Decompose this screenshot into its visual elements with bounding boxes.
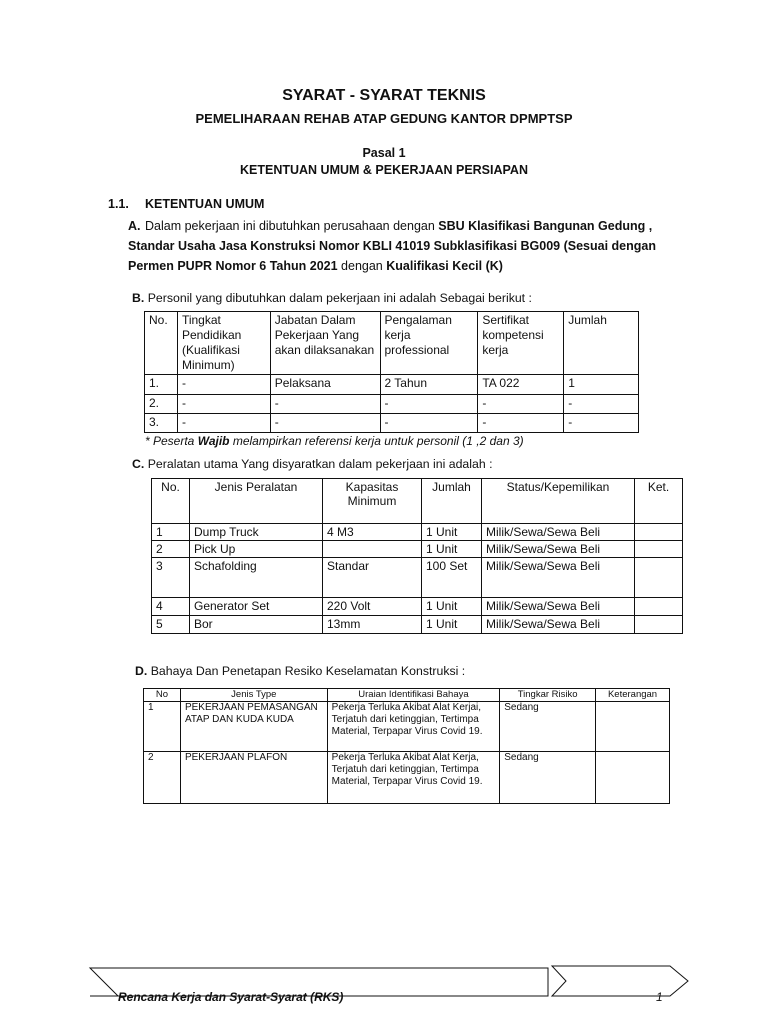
table-cell: Pekerja Terluka Akibat Alat Kerja, Terjatuh dari ketinggian, Tertimpa Material, Terpapar Virus Covid 19. bbox=[327, 752, 500, 804]
table-row bbox=[152, 524, 683, 541]
table-cell: Pick Up bbox=[190, 541, 323, 558]
table-cell: Dump Truck bbox=[190, 524, 323, 541]
table-cell: Milik/Sewa/Sewa Beli bbox=[482, 541, 635, 558]
item-c-label: C. bbox=[132, 457, 145, 471]
table-cell: 1 bbox=[152, 524, 190, 541]
table-cell: 1 bbox=[564, 375, 639, 395]
item-b-line bbox=[132, 291, 532, 305]
personnel-table bbox=[144, 311, 639, 433]
table-cell: Bor bbox=[190, 616, 323, 634]
table-cell: - bbox=[177, 395, 270, 414]
item-b-text: Personil yang dibutuhkan dalam pekerjaan ini adalah Sebagai berikut : bbox=[147, 291, 532, 305]
hazard-header: Uraian Identifikasi Bahaya bbox=[327, 689, 500, 702]
equipment-header: Ket. bbox=[635, 479, 683, 524]
table-cell: - bbox=[380, 395, 478, 414]
table-cell: 100 Set bbox=[422, 558, 482, 598]
table-cell: Sedang bbox=[500, 752, 596, 804]
pasal-number: Pasal 1 bbox=[362, 146, 406, 160]
personnel-header: No. bbox=[145, 312, 178, 375]
item-a-bold1: SBU Klasifikasi Bangunan Gedung , Standar Usaha Jasa Konstruksi Nomor KBLI 41019 Subklasifikasi BG009 (Sesuai dengan Permen PUPR Nomor 6 Tahun 2021 bbox=[128, 219, 656, 273]
document-subtitle: PEMELIHARAAN REHAB ATAP GEDUNG KANTOR DPMPTSP bbox=[195, 111, 573, 126]
table-cell: 1 Unit bbox=[422, 541, 482, 558]
pasal-title: KETENTUAN UMUM & PEKERJAAN PERSIAPAN bbox=[240, 163, 528, 177]
item-a-text2: dengan bbox=[337, 259, 387, 273]
table-cell bbox=[635, 598, 683, 616]
table-cell bbox=[323, 541, 422, 558]
table-cell: 1 Unit bbox=[422, 524, 482, 541]
table-cell: - bbox=[564, 414, 639, 433]
document-title: SYARAT - SYARAT TEKNIS bbox=[282, 87, 486, 104]
table-cell: 220 Volt bbox=[323, 598, 422, 616]
table-row bbox=[152, 598, 683, 616]
table-cell: - bbox=[270, 414, 380, 433]
table-cell: Schafolding bbox=[190, 558, 323, 598]
equipment-header-row bbox=[152, 479, 683, 524]
item-a-label: A. bbox=[128, 219, 141, 233]
equipment-table bbox=[151, 478, 683, 634]
hazard-header: Jenis Type bbox=[180, 689, 327, 702]
table-cell: 5 bbox=[152, 616, 190, 634]
table-cell bbox=[635, 541, 683, 558]
table-cell: 4 bbox=[152, 598, 190, 616]
table-cell: 1 bbox=[144, 702, 181, 752]
hazard-header: Tingkar Risiko bbox=[500, 689, 596, 702]
table-cell: Standar bbox=[323, 558, 422, 598]
note-bold: Wajib bbox=[197, 434, 230, 448]
note-post: melampirkan referensi kerja untuk personil (1 ,2 dan 3) bbox=[229, 434, 524, 448]
table-cell: - bbox=[177, 414, 270, 433]
table-cell: PEKERJAAN PEMASANGAN ATAP DAN KUDA KUDA bbox=[180, 702, 327, 752]
table-row bbox=[152, 558, 683, 598]
table-cell: 13mm bbox=[323, 616, 422, 634]
equipment-header: Status/Kepemilikan bbox=[482, 479, 635, 524]
table-cell: 2. bbox=[145, 395, 178, 414]
table-cell: 4 M3 bbox=[323, 524, 422, 541]
table-cell: - bbox=[177, 375, 270, 395]
table-cell: 2 bbox=[152, 541, 190, 558]
personnel-header: Jabatan Dalam Pekerjaan Yang akan dilaksanakan bbox=[270, 312, 380, 375]
equipment-header: Jumlah bbox=[422, 479, 482, 524]
table-cell: - bbox=[564, 395, 639, 414]
table-cell: 2 bbox=[144, 752, 181, 804]
table-row bbox=[152, 541, 683, 558]
table-cell: TA 022 bbox=[478, 375, 564, 395]
item-a-text1: Dalam pekerjaan ini dibutuhkan perusahaan dengan bbox=[145, 219, 439, 233]
item-b-label: B. bbox=[132, 291, 145, 305]
hazard-header: Keterangan bbox=[596, 689, 670, 702]
table-cell: - bbox=[270, 395, 380, 414]
table-row bbox=[144, 752, 670, 804]
table-cell bbox=[635, 558, 683, 598]
table-cell: Pelaksana bbox=[270, 375, 380, 395]
footer-text: Rencana Kerja dan Syarat-Syarat (RKS) bbox=[118, 990, 344, 1004]
personnel-header-row bbox=[145, 312, 639, 375]
table-cell bbox=[596, 702, 670, 752]
table-row bbox=[152, 616, 683, 634]
footer-arrows bbox=[0, 960, 768, 1005]
personnel-header: Tingkat Pendidikan (Kualifikasi Minimum) bbox=[177, 312, 270, 375]
table-cell: - bbox=[380, 414, 478, 433]
table-cell bbox=[635, 616, 683, 634]
hazard-header: No bbox=[144, 689, 181, 702]
table-cell: - bbox=[478, 395, 564, 414]
table-cell: Milik/Sewa/Sewa Beli bbox=[482, 616, 635, 634]
table-cell: - bbox=[478, 414, 564, 433]
hazard-header-row bbox=[144, 689, 670, 702]
item-a-bold2: Kualifikasi Kecil (K) bbox=[386, 259, 503, 273]
equipment-header: Jenis Peralatan bbox=[190, 479, 323, 524]
table-cell: Sedang bbox=[500, 702, 596, 752]
table-cell: PEKERJAAN PLAFON bbox=[180, 752, 327, 804]
table-cell: Generator Set bbox=[190, 598, 323, 616]
table-row bbox=[145, 395, 639, 414]
page-number: 1 bbox=[656, 990, 663, 1004]
table-cell: 3 bbox=[152, 558, 190, 598]
equipment-header: Kapasitas Minimum bbox=[323, 479, 422, 524]
table-cell bbox=[635, 524, 683, 541]
footer-arrow-right bbox=[552, 966, 688, 996]
item-a-paragraph bbox=[128, 216, 688, 276]
table-cell: Milik/Sewa/Sewa Beli bbox=[482, 558, 635, 598]
personnel-header: Pengalaman kerja professional bbox=[380, 312, 478, 375]
note-pre: * Peserta bbox=[145, 434, 198, 448]
table-cell bbox=[596, 752, 670, 804]
table-cell: Milik/Sewa/Sewa Beli bbox=[482, 598, 635, 616]
table-cell: 1 Unit bbox=[422, 616, 482, 634]
equipment-header: No. bbox=[152, 479, 190, 524]
table-row bbox=[145, 414, 639, 433]
item-c-line bbox=[132, 457, 493, 471]
table-cell: 1 Unit bbox=[422, 598, 482, 616]
table-row bbox=[144, 702, 670, 752]
item-d-line bbox=[135, 664, 465, 678]
section-title: KETENTUAN UMUM bbox=[145, 197, 265, 211]
hazard-table bbox=[143, 688, 670, 804]
personnel-header: Sertifikat kompetensi kerja bbox=[478, 312, 564, 375]
personnel-note bbox=[145, 434, 524, 448]
table-cell: Milik/Sewa/Sewa Beli bbox=[482, 524, 635, 541]
section-number: 1.1. bbox=[108, 197, 129, 211]
table-row bbox=[145, 375, 639, 395]
table-cell: Pekerja Terluka Akibat Alat Kerjai, Terjatuh dari ketinggian, Tertimpa Material, Terpapar Virus Covid 19. bbox=[327, 702, 500, 752]
item-c-text: Peralatan utama Yang disyaratkan dalam pekerjaan ini adalah : bbox=[147, 457, 493, 471]
item-d-label: D. bbox=[135, 664, 148, 678]
table-cell: 2 Tahun bbox=[380, 375, 478, 395]
personnel-header: Jumlah bbox=[564, 312, 639, 375]
table-cell: 1. bbox=[145, 375, 178, 395]
item-d-text: Bahaya Dan Penetapan Resiko Keselamatan Konstruksi : bbox=[150, 664, 466, 678]
table-cell: 3. bbox=[145, 414, 178, 433]
